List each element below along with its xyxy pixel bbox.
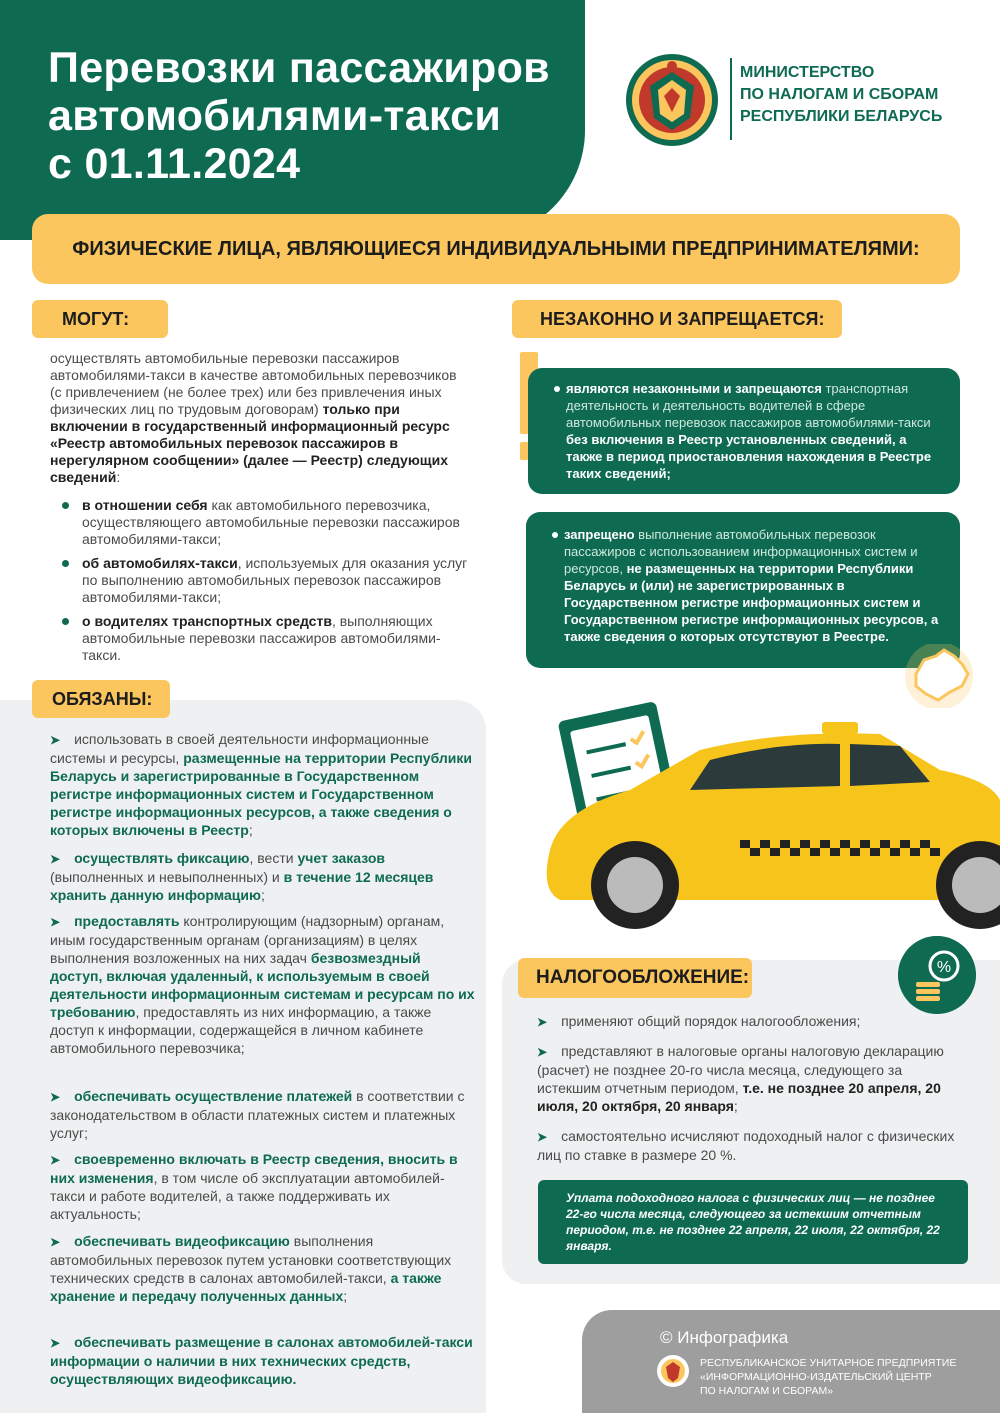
arrow-icon: ➤ — [50, 1153, 61, 1167]
bullet-dot — [62, 560, 69, 567]
publisher-name — [700, 1356, 990, 1398]
duty-emphasis: размещенные на территории Республики Беларусь и зарегистрированные в Государственном регистре информационных систем и Государственном регистре информационных ресурсов, а также сведения о которых включены в Реестр — [50, 750, 473, 838]
title-line-3: с 01.11.2024 — [48, 140, 301, 188]
duties-heading: ОБЯЗАНЫ: — [32, 680, 170, 718]
arrow-icon: ➤ — [50, 852, 61, 866]
duty-text: ; — [343, 1288, 348, 1304]
tax-item-text: применяют общий порядок налогообложения; — [561, 1013, 861, 1029]
bullet-dot — [62, 618, 69, 625]
arrow-icon: ➤ — [50, 1090, 61, 1104]
duty-text: ; — [248, 822, 253, 838]
can-item-text: , выполняющих автомобильные перевозки пассажиров автомобилями-такси. — [82, 613, 441, 663]
duty-text: контролирующим (надзорным) органам, иным государственным органам (организациям) в целях выполнения возложенных на них задач — [50, 913, 445, 966]
duty-emphasis: а также хранение и передачу полученных данных — [50, 1270, 442, 1304]
can-item — [82, 497, 472, 548]
tax-item-text: самостоятельно исчисляют подоходный налог с физических лиц по ставке в размере 20 %. — [537, 1128, 955, 1163]
duty-emphasis: в течение 12 месяцев хранить данную информацию — [50, 869, 434, 903]
arrow-icon: ➤ — [50, 1235, 61, 1249]
prohibited-bold-2: не размещенных на территории Республики Беларусь и (или) не зарегистрированных в Государственном регистре информационных систем и Государственном регистре информационных ресурсов, а также сведения о которых отсутствуют в Реестре. — [564, 561, 939, 644]
svg-text:%: % — [936, 959, 952, 976]
arrow-icon: ➤ — [50, 1336, 61, 1350]
ministry-line-3: РЕСПУБЛИКИ БЕЛАРУСЬ — [740, 108, 943, 125]
tax-item — [537, 1042, 967, 1115]
ministry-emblem-icon — [624, 52, 720, 148]
arrow-icon: ➤ — [50, 915, 61, 929]
bullet-dot — [554, 386, 560, 392]
duty-emphasis: обеспечивать размещение в салонах автомобилей-такси информации о наличии в них технических средств, осуществляющих видеофиксацию. — [50, 1334, 473, 1387]
duty-emphasis: обеспечивать осуществление платежей — [74, 1088, 353, 1104]
can-intro-bold: только при включении в государственный информационный ресурс «Реестр автомобильных перевозок пассажиров в нерегулярном сообщении» (далее — Реестр) следующих сведений — [50, 401, 450, 485]
duty-text: использовать в своей деятельности информационные системы и ресурсы, — [50, 731, 429, 766]
taxi-car-illustration — [540, 690, 1000, 950]
duty-text: в соответствии с законодательством в области платежных систем и платежных услуг; — [50, 1088, 465, 1141]
duty-item — [50, 1087, 475, 1142]
duty-item — [50, 1333, 475, 1388]
title-line-1: Перевозки пассажиров — [48, 44, 550, 92]
duty-text: (выполненных и невыполненных) и — [50, 869, 284, 885]
can-item-bold: о водителях транспортных средств — [82, 613, 332, 629]
arrow-icon: ➤ — [537, 1045, 548, 1059]
prohibited-box — [526, 512, 960, 668]
duty-emphasis: осуществлять фиксацию — [74, 850, 250, 866]
duty-item — [50, 912, 475, 1057]
duty-item — [50, 849, 475, 904]
forbidden-heading: НЕЗАКОННО И ЗАПРЕЩАЕТСЯ: — [512, 300, 842, 338]
can-item-bold: об автомобилях-такси — [82, 555, 238, 571]
title-line-2: автомобилями-такси — [48, 92, 502, 140]
arrow-icon: ➤ — [537, 1015, 548, 1029]
percent-coins-icon — [898, 936, 976, 1014]
can-item-text: как автомобильного перевозчика, осуществляющего автомобильные перевозки пассажиров автомобилями-такси; — [82, 497, 460, 547]
can-item — [82, 613, 472, 664]
can-item-bold: в отношении себя — [82, 497, 208, 513]
can-intro-end: : — [116, 469, 121, 485]
publisher-line-2: «ИНФОРМАЦИОННО-ИЗДАТЕЛЬСКИЙ ЦЕНТР — [700, 1371, 932, 1383]
duty-text: , вести — [249, 850, 298, 866]
ministry-name — [740, 62, 980, 128]
unlawful-text: транспортная деятельность и деятельность водителей в сфере автомобильных перевозок пассажиров автомобилями-такси — [566, 381, 931, 430]
duty-item — [50, 1232, 475, 1305]
duty-emphasis: предоставлять — [74, 913, 180, 929]
ministry-line-1: МИНИСТЕРСТВО — [740, 64, 875, 81]
copyright-text: © Инфографика — [660, 1328, 789, 1347]
duty-text: выполнения автомобильных перевозок путем установки соответствующих технических средств в салонах автомобилей-такси, — [50, 1233, 452, 1286]
can-item — [82, 555, 472, 606]
publisher-line-3: ПО НАЛОГАМ И СБОРАМ» — [700, 1385, 834, 1397]
duty-item — [50, 1150, 475, 1223]
duty-emphasis: безвозмездный доступ, включая удаленный, к используемым в своей деятельности информационным системам и ресурсам по их требованию — [50, 950, 475, 1020]
can-intro-plain: осуществлять автомобильные перевозки пассажиров автомобилями-такси в качестве автомобильных перевозчиков (с привлечением (не более трех) или без привлечения иных физических лиц по трудовым договорам) — [50, 350, 457, 417]
tax-item-end: ; — [733, 1098, 738, 1114]
publisher-logo-icon — [656, 1354, 690, 1388]
duty-emphasis: своевременно включать в Реестр сведения, вносить в них изменения — [50, 1151, 458, 1186]
tax-item-bold: т.е. не позднее 20 апреля, 20 июля, 20 октября, 20 января — [537, 1080, 941, 1114]
unlawful-bold-2: без включения в Реестр установленных сведений, а также в период приостановления нахождения в Реестре таких сведений; — [566, 432, 932, 481]
tax-item-text: представляют в налоговые органы налоговую декларацию (расчет) не позднее 20-го числа месяца, следующего за истекшим отчетным периодом, — [537, 1043, 944, 1096]
duty-emphasis: обеспечивать видеофиксацию — [74, 1233, 290, 1249]
unlawful-bold: являются незаконными и запрещаются — [566, 381, 822, 396]
tax-note: Уплата подоходного налога с физических лиц — не позднее 22-го числа месяца, следующего за истекшим отчетным периодом, т.е. не позднее 22 апреля, 22 июля, 22 октября, 22 января. — [538, 1180, 968, 1264]
arrow-icon: ➤ — [50, 733, 61, 747]
duty-text: , в том числе об эксплуатации автомобилей-такси и работе водителей, а также поддерживать их актуальность; — [50, 1170, 445, 1222]
bullet-dot — [62, 502, 69, 509]
bullet-dot — [552, 532, 558, 538]
page-title — [48, 44, 568, 188]
duty-text: , предоставлять из них информацию, а также доступ к информации, содержащейся в личном кабинете автомобильного перевозчика; — [50, 1004, 432, 1056]
prohibited-text: выполнение автомобильных перевозок пассажиров с использованием информационных систем и ресурсов, — [564, 527, 918, 576]
duty-item — [50, 730, 475, 839]
duty-emphasis: учет заказов — [297, 850, 386, 866]
can-heading: МОГУТ: — [32, 300, 168, 338]
prohibited-bold: запрещено — [564, 527, 635, 542]
can-intro — [50, 350, 470, 486]
tax-item — [537, 1127, 967, 1164]
publisher-line-1: РЕСПУБЛИКАНСКОЕ УНИТАРНОЕ ПРЕДПРИЯТИЕ — [700, 1357, 957, 1369]
arrow-icon: ➤ — [537, 1130, 548, 1144]
tax-heading: НАЛОГООБЛОЖЕНИЕ: — [518, 958, 752, 998]
tax-item — [537, 1012, 967, 1031]
ministry-divider — [730, 58, 732, 140]
unlawful-box — [528, 368, 960, 494]
can-item-text: , используемых для оказания услуг по выполнению автомобильных перевозок пассажиров автомобилями-такси; — [82, 555, 468, 605]
duty-text: ; — [260, 887, 265, 903]
entrepreneurs-banner: ФИЗИЧЕСКИЕ ЛИЦА, ЯВЛЯЮЩИЕСЯ ИНДИВИДУАЛЬНЫМИ ПРЕДПРИНИМАТЕЛЯМИ: — [32, 214, 960, 284]
ministry-line-2: ПО НАЛОГАМ И СБОРАМ — [740, 86, 939, 103]
